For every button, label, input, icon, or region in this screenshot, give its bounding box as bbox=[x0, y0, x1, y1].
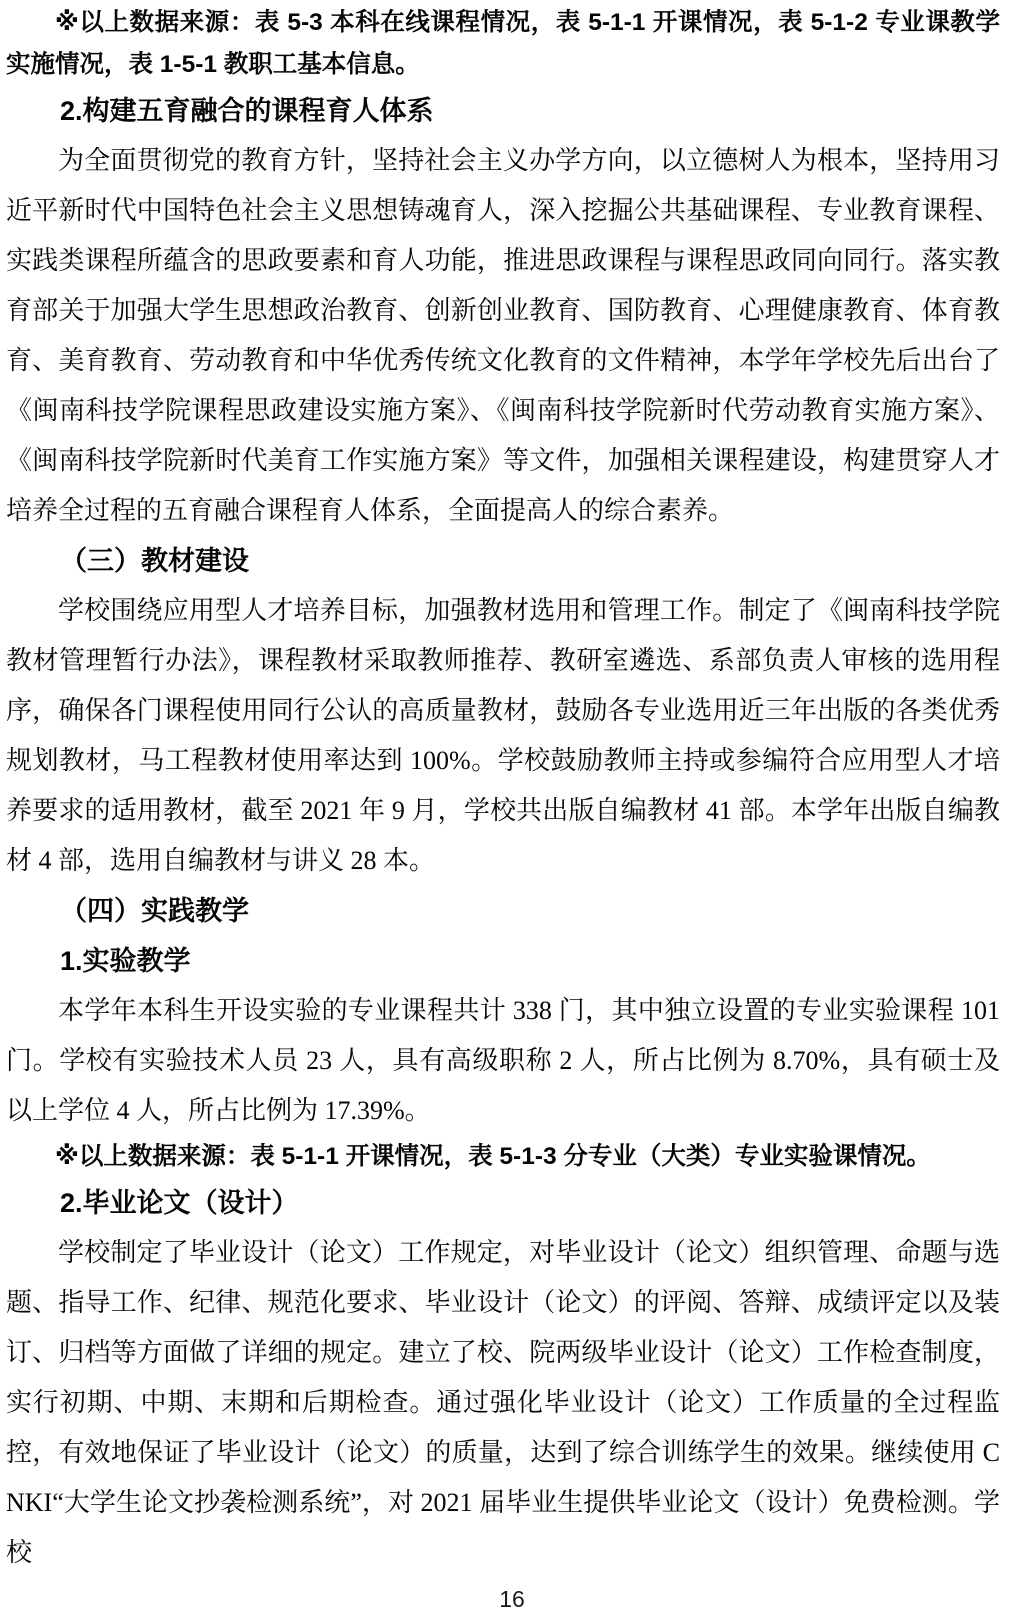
heading-numbered-1-experimental-teaching: 1.实验教学 bbox=[60, 946, 191, 976]
data-source-note-2: ※以上数据来源：表 5-1-1 开课情况，表 5-1-3 分专业（大类）专业实验课情况。 bbox=[55, 1143, 931, 1170]
page-number: 16 bbox=[499, 1586, 525, 1612]
heading-numbered-2-wuyu-system: 2.构建五育融合的课程育人体系 bbox=[60, 96, 434, 126]
body-paragraph-textbook-management: 学校围绕应用型人才培养目标，加强教材选用和管理工作。制定了《闽南科技学院教材管理暂行办法》，课程教材采取教师推荐、教研室遴选、系部负责人审核的选用程序，确保各门课程使用同行公认的高质量教材，鼓励各专业选用近三年出版的各类优秀规划教材，马工程教材使用率达到 100%。学校鼓励教师主持或参编符合应用型人才培养要求的适用教材，截至 2021 年 9 月，学校共出版自编教材 41 部。本学年出版自编教材 4 部，选用自编教材与讲义 28 本。 bbox=[6, 596, 1000, 875]
heading-numbered-2-graduation-thesis: 2.毕业论文（设计） bbox=[60, 1188, 299, 1218]
body-paragraph-graduation-thesis-rules: 学校制定了毕业设计（论文）工作规定，对毕业设计（论文）组织管理、命题与选题、指导工作、纪律、规范化要求、毕业设计（论文）的评阅、答辩、成绩评定以及装订、归档等方面做了详细的规定。建立了校、院两级毕业设计（论文）工作检查制度，实行初期、中期、末期和后期检查。通过强化毕业设计（论文）工作质量的全过程监控，有效地保证了毕业设计（论文）的质量，达到了综合训练学生的效果。继续使用 CNKI“大学生论文抄袭检测系统”，对 2021 届毕业生提供毕业论文（设计）免费检测。学校 bbox=[6, 1238, 1000, 1567]
data-source-note: ※以上数据来源：表 5-3 本科在线课程情况，表 5-1-1 开课情况，表 5-1-2 专业课教学实施情况，表 1-5-1 教职工基本信息。 bbox=[6, 9, 1000, 78]
body-paragraph-curriculum-education: 为全面贯彻党的教育方针，坚持社会主义办学方向，以立德树人为根本，坚持用习近平新时代中国特色社会主义思想铸魂育人，深入挖掘公共基础课程、专业教育课程、实践类课程所蕴含的思政要素和育人功能，推进思政课程与课程思政同向同行。落实教育部关于加强大学生思想政治教育、创新创业教育、国防教育、心理健康教育、体育教育、美育教育、劳动教育和中华优秀传统文化教育的文件精神，本学年学校先后出台了《闽南科技学院课程思政建设实施方案》、《闽南科技学院新时代劳动教育实施方案》、《闽南科技学院新时代美育工作实施方案》等文件，加强相关课程建设，构建贯穿人才培养全过程的五育融合课程育人体系，全面提高人的综合素养。 bbox=[6, 146, 1000, 525]
body-paragraph-experimental-courses: 本学年本科生开设实验的专业课程共计 338 门，其中独立设置的专业实验课程 101 门。学校有实验技术人员 23 人，具有高级职称 2 人，所占比例为 8.70%，具有硕士及以上学位 4 人，所占比例为 17.39%。 bbox=[6, 996, 1000, 1125]
heading-section-4-practical-teaching: （四）实践教学 bbox=[60, 896, 249, 926]
heading-section-3-textbook-construction: （三）教材建设 bbox=[60, 546, 249, 576]
